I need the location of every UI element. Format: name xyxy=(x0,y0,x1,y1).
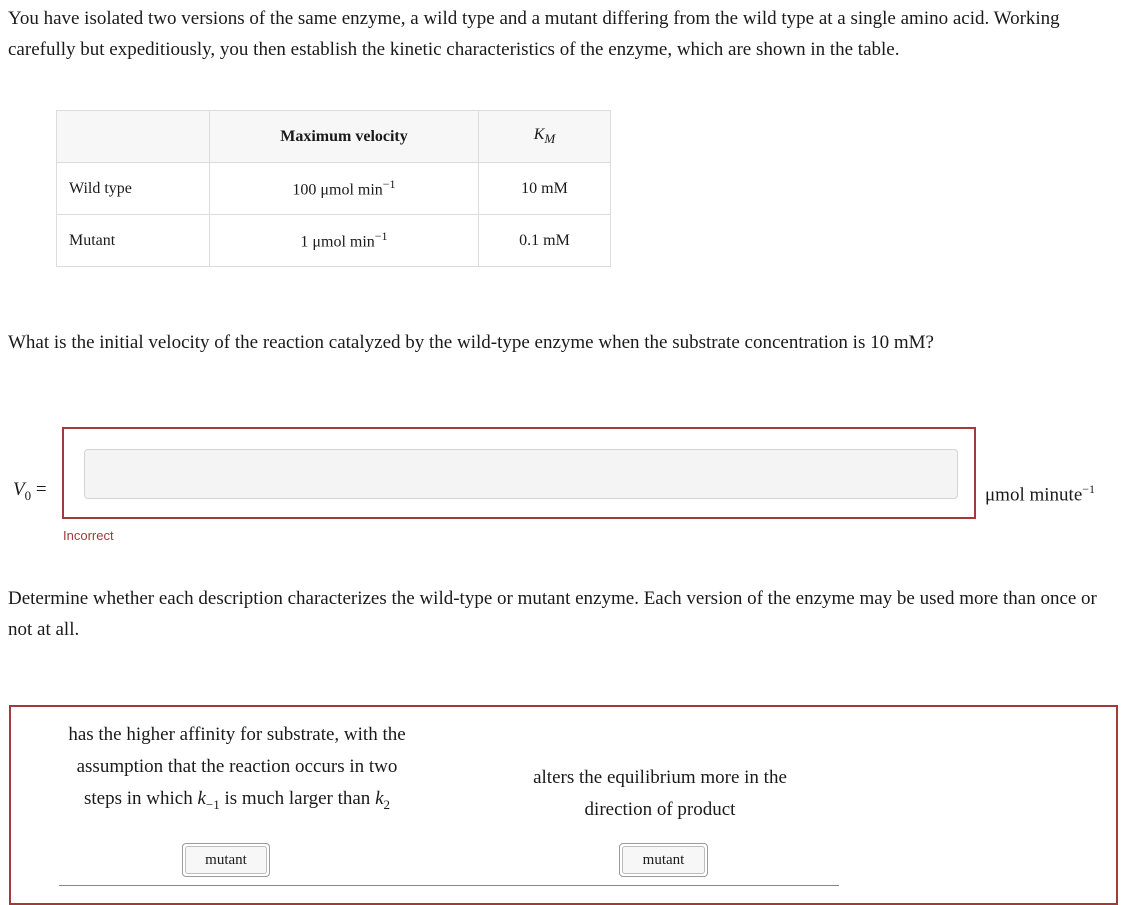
vmax-value: 1 μmol min xyxy=(300,233,375,251)
units-base: μmol minute xyxy=(985,484,1083,506)
vmax-value: 100 μmol min xyxy=(292,181,383,199)
instructions-text: Determine whether each description characterizes the wild-type or mutant enzyme. Each version of the enzyme may be used more than once or not at all. xyxy=(8,588,1097,640)
row-vmax xyxy=(210,215,479,267)
k-symbol: k xyxy=(375,788,384,809)
equals-sign: = xyxy=(31,479,47,500)
km-symbol: K xyxy=(533,125,545,143)
vmax-exponent: −1 xyxy=(382,177,396,192)
answer-slot-equilibrium[interactable] xyxy=(619,843,708,877)
table-row xyxy=(57,215,611,267)
answer-slot-affinity[interactable] xyxy=(182,843,270,877)
v-subscript: 0 xyxy=(24,487,32,503)
row-km: 0.1 mM xyxy=(479,215,611,267)
v-symbol: V xyxy=(13,479,25,500)
intro-paragraph: You have isolated two versions of the same enzyme, a wild type and a mutant differing from the wild type at a single amino acid. Working carefully but expeditiously, you then establish the kinetic characteristics of the enzyme, which are shown in the table. xyxy=(8,8,1060,60)
question-text: What is the initial velocity of the reaction catalyzed by the wild-type enzyme when the substrate concentration is 10 mM? xyxy=(8,332,934,353)
description-card-equilibrium: alters the equilibrium more in the direction of product xyxy=(533,767,787,820)
k-subscript: 2 xyxy=(383,796,390,812)
feedback-incorrect: Incorrect xyxy=(63,528,114,543)
divider-line xyxy=(59,885,839,886)
table-header-row xyxy=(57,111,611,163)
row-km: 10 mM xyxy=(479,163,611,215)
card-text-part: has the higher affinity for substrate, with the assumption that the reaction occurs in two steps in which xyxy=(68,724,406,809)
sorting-area xyxy=(9,705,1118,905)
mutant-chip[interactable]: mutant xyxy=(622,846,705,874)
velocity-input[interactable] xyxy=(84,449,958,499)
units-exponent: −1 xyxy=(1082,482,1096,496)
v0-label xyxy=(13,474,47,511)
header-blank xyxy=(57,111,210,163)
card-text-part: is much larger than xyxy=(219,788,376,809)
header-km xyxy=(479,111,611,163)
header-max-velocity: Maximum velocity xyxy=(210,111,479,163)
k-subscript: −1 xyxy=(205,796,220,812)
mutant-chip[interactable]: mutant xyxy=(185,846,267,874)
row-vmax xyxy=(210,163,479,215)
kinetics-table xyxy=(56,110,611,267)
answer-box xyxy=(62,427,976,519)
units-label xyxy=(985,474,1095,510)
table-row xyxy=(57,163,611,215)
description-card-affinity xyxy=(57,719,417,821)
k-symbol: k xyxy=(197,788,206,809)
row-name: Mutant xyxy=(57,215,210,267)
km-subscript: M xyxy=(544,131,556,147)
row-name: Wild type xyxy=(57,163,210,215)
vmax-exponent: −1 xyxy=(374,229,388,244)
